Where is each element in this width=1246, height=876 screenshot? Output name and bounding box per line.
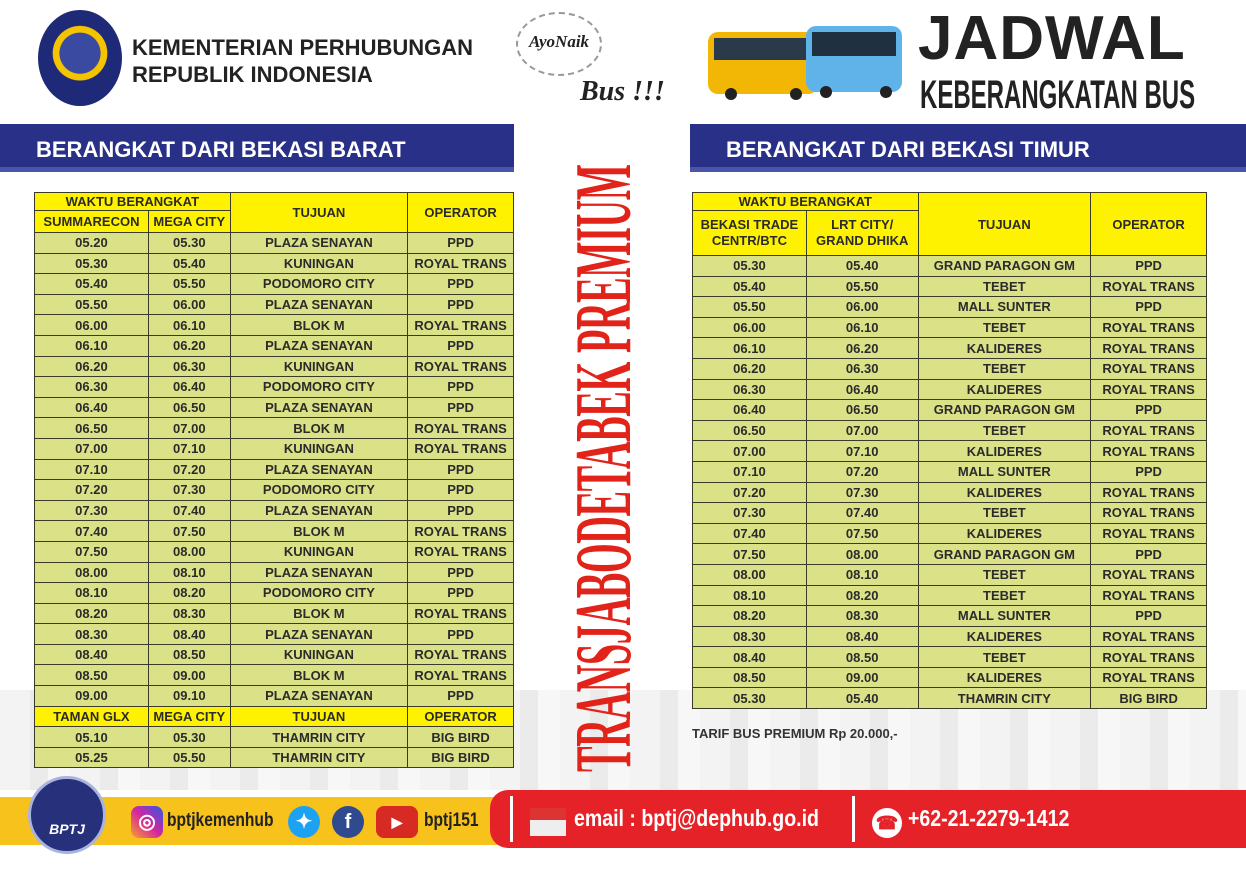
destination: GRAND PARAGON GM [918, 544, 1091, 565]
departure-time-1: 05.30 [693, 688, 807, 709]
destination: PLAZA SENAYAN [230, 459, 407, 480]
operator: PPD [408, 274, 514, 295]
header-summarecon: SUMMARECON [35, 211, 149, 233]
table-row [693, 667, 1207, 688]
destination: MALL SUNTER [918, 297, 1091, 318]
departure-time-1: 07.30 [35, 500, 149, 521]
destination: PLAZA SENAYAN [230, 562, 407, 583]
destination: TEBET [918, 564, 1091, 585]
table-row [693, 626, 1207, 647]
departure-time-1: 08.30 [35, 624, 149, 645]
operator: PPD [1091, 544, 1207, 565]
operator: PPD [408, 624, 514, 645]
destination: THAMRIN CITY [918, 688, 1091, 709]
header-btc: BEKASI TRADE CENTR/BTC [693, 211, 807, 256]
departure-time-2: 08.00 [148, 541, 230, 562]
table-row [693, 276, 1207, 297]
departure-time-1: 08.10 [693, 585, 807, 606]
operator: BIG BIRD [408, 747, 514, 768]
departure-time-1: 09.00 [35, 686, 149, 707]
sub-header-cell: MEGA CITY [148, 706, 230, 727]
header-waktu: WAKTU BERANGKAT [35, 193, 231, 211]
departure-time-2: 06.40 [806, 379, 918, 400]
destination: THAMRIN CITY [230, 747, 407, 768]
destination: THAMRIN CITY [230, 727, 407, 748]
destination: TEBET [918, 647, 1091, 668]
departure-time-1: 06.30 [693, 379, 807, 400]
table-row [693, 297, 1207, 318]
departure-time-1: 07.00 [35, 438, 149, 459]
destination: PLAZA SENAYAN [230, 294, 407, 315]
table-row [35, 603, 514, 624]
operator: PPD [1091, 256, 1207, 277]
header-lrt-city: LRT CITY/ GRAND DHIKA [806, 211, 918, 256]
table-row [35, 644, 514, 665]
operator: ROYAL TRANS [1091, 338, 1207, 359]
table-row [35, 665, 514, 686]
table-row [35, 541, 514, 562]
departure-time-2: 06.00 [148, 294, 230, 315]
operator: PPD [408, 335, 514, 356]
departure-time-1: 06.20 [35, 356, 149, 377]
destination: TEBET [918, 317, 1091, 338]
departure-time-2: 06.50 [806, 400, 918, 421]
ayo-naik-logo: AyoNaik [516, 12, 602, 76]
divider [852, 796, 855, 842]
departure-time-1: 08.30 [693, 626, 807, 647]
table-row [35, 335, 514, 356]
instagram-icon[interactable]: ◎ [131, 806, 163, 838]
table-row [693, 606, 1207, 627]
departure-time-1: 07.10 [693, 461, 807, 482]
destination: TEBET [918, 420, 1091, 441]
table-row [693, 441, 1207, 462]
departure-time-1: 07.20 [35, 480, 149, 501]
email-address[interactable]: email : bptj@dephub.go.id [574, 805, 819, 831]
operator: ROYAL TRANS [1091, 523, 1207, 544]
destination: TEBET [918, 503, 1091, 524]
table-row [35, 294, 514, 315]
ministry-name [132, 34, 473, 88]
operator: ROYAL TRANS [408, 418, 514, 439]
table-row [693, 400, 1207, 421]
header-operator: OPERATOR [1091, 193, 1207, 256]
departure-time-1: 08.40 [693, 647, 807, 668]
departure-time-2: 06.30 [806, 358, 918, 379]
operator: ROYAL TRANS [1091, 317, 1207, 338]
departure-time-2: 05.40 [806, 256, 918, 277]
destination: BLOK M [230, 418, 407, 439]
departure-time-1: 07.00 [693, 441, 807, 462]
departure-time-2: 07.30 [148, 480, 230, 501]
destination: BLOK M [230, 315, 407, 336]
operator: ROYAL TRANS [1091, 276, 1207, 297]
operator: ROYAL TRANS [1091, 482, 1207, 503]
bptj-logo: BPTJ [28, 776, 106, 854]
operator: ROYAL TRANS [1091, 358, 1207, 379]
departure-time-2: 09.10 [148, 686, 230, 707]
departure-time-2: 08.40 [806, 626, 918, 647]
destination: PLAZA SENAYAN [230, 397, 407, 418]
departure-time-1: 08.20 [693, 606, 807, 627]
departure-time-2: 06.10 [148, 315, 230, 336]
sub-header-row [35, 706, 514, 727]
facebook-icon[interactable]: f [332, 806, 364, 838]
departure-time-2: 06.30 [148, 356, 230, 377]
departure-time-2: 06.50 [148, 397, 230, 418]
destination: KALIDERES [918, 379, 1091, 400]
table-row [35, 521, 514, 542]
operator: ROYAL TRANS [408, 253, 514, 274]
operator: ROYAL TRANS [1091, 647, 1207, 668]
destination: PLAZA SENAYAN [230, 233, 407, 254]
operator: PPD [408, 397, 514, 418]
departure-time-2: 07.40 [806, 503, 918, 524]
destination: KALIDERES [918, 667, 1091, 688]
table-row [35, 562, 514, 583]
destination: PODOMORO CITY [230, 377, 407, 398]
operator: PPD [408, 459, 514, 480]
operator: PPD [1091, 461, 1207, 482]
operator: ROYAL TRANS [408, 438, 514, 459]
departure-time-2: 05.50 [148, 747, 230, 768]
destination: KALIDERES [918, 338, 1091, 359]
destination: KUNINGAN [230, 541, 407, 562]
table-row [35, 500, 514, 521]
destination: PLAZA SENAYAN [230, 335, 407, 356]
table-row [693, 503, 1207, 524]
departure-time-1: 08.00 [35, 562, 149, 583]
destination: KUNINGAN [230, 644, 407, 665]
departure-time-2: 07.50 [148, 521, 230, 542]
operator: BIG BIRD [1091, 688, 1207, 709]
sub-header-cell: TAMAN GLX [35, 706, 149, 727]
sub-header-cell: TUJUAN [230, 706, 407, 727]
departure-time-2: 08.20 [806, 585, 918, 606]
table-row [693, 564, 1207, 585]
departure-time-1: 06.50 [35, 418, 149, 439]
youtube-handle[interactable]: bptj151 [424, 810, 479, 831]
departure-time-1: 06.50 [693, 420, 807, 441]
buses-image [706, 22, 906, 100]
operator: ROYAL TRANS [1091, 441, 1207, 462]
departure-time-2: 08.10 [148, 562, 230, 583]
departure-time-1: 08.20 [35, 603, 149, 624]
departure-time-1: 07.50 [693, 544, 807, 565]
west-banner: BERANGKAT DARI BEKASI BARAT [0, 124, 514, 172]
departure-time-1: 05.40 [35, 274, 149, 295]
destination: PODOMORO CITY [230, 583, 407, 604]
destination: TEBET [918, 358, 1091, 379]
west-schedule-table [34, 192, 514, 768]
departure-time-2: 08.40 [148, 624, 230, 645]
table-row [693, 544, 1207, 565]
kemenhub-logo [38, 10, 122, 106]
operator: ROYAL TRANS [408, 356, 514, 377]
departure-time-2: 05.50 [148, 274, 230, 295]
departure-time-2: 08.50 [148, 644, 230, 665]
operator: PPD [1091, 606, 1207, 627]
tarif-note: TARIF BUS PREMIUM Rp 20.000,- [692, 726, 898, 741]
east-schedule-table [692, 192, 1207, 709]
departure-time-2: 07.00 [148, 418, 230, 439]
departure-time-2: 09.00 [148, 665, 230, 686]
table-row [693, 338, 1207, 359]
title-jadwal: JADWAL [918, 4, 1186, 73]
departure-time-2: 05.40 [148, 253, 230, 274]
table-row [693, 688, 1207, 709]
departure-time-2: 09.00 [806, 667, 918, 688]
table-row [35, 727, 514, 748]
table-row [35, 377, 514, 398]
table-row [35, 438, 514, 459]
sub-header-cell: OPERATOR [408, 706, 514, 727]
departure-time-1: 07.40 [35, 521, 149, 542]
vertical-title: TRANSJABODETABEK PREMIUM [560, 164, 648, 772]
operator: PPD [408, 583, 514, 604]
destination: PLAZA SENAYAN [230, 624, 407, 645]
departure-time-2: 06.20 [806, 338, 918, 359]
departure-time-2: 06.00 [806, 297, 918, 318]
operator: PPD [408, 562, 514, 583]
operator: ROYAL TRANS [1091, 564, 1207, 585]
departure-time-2: 07.10 [806, 441, 918, 462]
destination: PLAZA SENAYAN [230, 500, 407, 521]
phone-icon: ☎ [872, 808, 902, 838]
email-icon [530, 808, 566, 836]
departure-time-1: 06.00 [693, 317, 807, 338]
departure-time-1: 06.10 [693, 338, 807, 359]
operator: PPD [408, 294, 514, 315]
destination: MALL SUNTER [918, 461, 1091, 482]
operator: PPD [408, 500, 514, 521]
destination: GRAND PARAGON GM [918, 400, 1091, 421]
departure-time-1: 07.30 [693, 503, 807, 524]
table-row [35, 480, 514, 501]
destination: TEBET [918, 585, 1091, 606]
operator: PPD [408, 686, 514, 707]
table-row [35, 397, 514, 418]
destination: KUNINGAN [230, 253, 407, 274]
destination: PODOMORO CITY [230, 480, 407, 501]
operator: PPD [408, 480, 514, 501]
table-row [693, 461, 1207, 482]
destination: BLOK M [230, 665, 407, 686]
table-row [693, 358, 1207, 379]
operator: PPD [1091, 400, 1207, 421]
table-row [35, 459, 514, 480]
departure-time-1: 08.00 [693, 564, 807, 585]
departure-time-2: 07.40 [148, 500, 230, 521]
ministry-line1: KEMENTERIAN PERHUBUNGAN [132, 35, 474, 60]
destination: BLOK M [230, 603, 407, 624]
departure-time-1: 06.30 [35, 377, 149, 398]
departure-time-1: 07.40 [693, 523, 807, 544]
destination: PODOMORO CITY [230, 274, 407, 295]
departure-time-2: 06.40 [148, 377, 230, 398]
operator: ROYAL TRANS [1091, 585, 1207, 606]
table-row [35, 583, 514, 604]
departure-time-1: 05.10 [35, 727, 149, 748]
phone-number[interactable]: +62-21-2279-1412 [908, 805, 1070, 831]
table-row [35, 253, 514, 274]
departure-time-2: 05.50 [806, 276, 918, 297]
departure-time-1: 07.20 [693, 482, 807, 503]
departure-time-1: 06.20 [693, 358, 807, 379]
destination: KALIDERES [918, 482, 1091, 503]
destination: BLOK M [230, 521, 407, 542]
destination: KUNINGAN [230, 356, 407, 377]
operator: PPD [408, 377, 514, 398]
table-row [35, 624, 514, 645]
departure-time-2: 05.40 [806, 688, 918, 709]
operator: ROYAL TRANS [1091, 379, 1207, 400]
table-row [35, 233, 514, 254]
operator: ROYAL TRANS [408, 315, 514, 336]
departure-time-2: 06.10 [806, 317, 918, 338]
destination: PLAZA SENAYAN [230, 686, 407, 707]
header-tujuan: TUJUAN [918, 193, 1091, 256]
operator: ROYAL TRANS [408, 603, 514, 624]
departure-time-1: 07.10 [35, 459, 149, 480]
departure-time-2: 06.20 [148, 335, 230, 356]
operator: ROYAL TRANS [408, 644, 514, 665]
table-row [693, 317, 1207, 338]
departure-time-1: 08.50 [35, 665, 149, 686]
table-row [35, 686, 514, 707]
departure-time-1: 06.00 [35, 315, 149, 336]
table-row [693, 420, 1207, 441]
departure-time-2: 08.10 [806, 564, 918, 585]
departure-time-1: 05.30 [693, 256, 807, 277]
ministry-line2: REPUBLIK INDONESIA [132, 62, 373, 87]
table-row [693, 482, 1207, 503]
departure-time-1: 08.10 [35, 583, 149, 604]
destination: GRAND PARAGON GM [918, 256, 1091, 277]
divider [510, 796, 513, 842]
departure-time-1: 05.30 [35, 253, 149, 274]
table-row [35, 315, 514, 336]
destination: KALIDERES [918, 441, 1091, 462]
departure-time-1: 05.25 [35, 747, 149, 768]
departure-time-1: 06.40 [35, 397, 149, 418]
east-banner: BERANGKAT DARI BEKASI TIMUR [690, 124, 1246, 172]
header-waktu: WAKTU BERANGKAT [693, 193, 919, 211]
operator: PPD [1091, 297, 1207, 318]
twitter-icon[interactable]: ✦ [288, 806, 320, 838]
operator: PPD [408, 233, 514, 254]
operator: ROYAL TRANS [408, 541, 514, 562]
table-row [693, 379, 1207, 400]
operator: ROYAL TRANS [1091, 420, 1207, 441]
departure-time-2: 08.30 [148, 603, 230, 624]
departure-time-2: 07.20 [806, 461, 918, 482]
departure-time-1: 08.50 [693, 667, 807, 688]
departure-time-1: 06.40 [693, 400, 807, 421]
departure-time-1: 06.10 [35, 335, 149, 356]
header-tujuan: TUJUAN [230, 193, 407, 233]
instagram-handle[interactable]: bptjkemenhub [167, 810, 274, 831]
departure-time-2: 07.10 [148, 438, 230, 459]
departure-time-2: 05.30 [148, 233, 230, 254]
departure-time-1: 05.50 [693, 297, 807, 318]
departure-time-2: 07.20 [148, 459, 230, 480]
operator: ROYAL TRANS [1091, 626, 1207, 647]
table-row [35, 274, 514, 295]
table-row [35, 747, 514, 768]
table-row [693, 523, 1207, 544]
departure-time-2: 08.00 [806, 544, 918, 565]
destination: KALIDERES [918, 523, 1091, 544]
departure-time-2: 08.20 [148, 583, 230, 604]
departure-time-2: 07.50 [806, 523, 918, 544]
table-row [693, 256, 1207, 277]
departure-time-2: 05.30 [148, 727, 230, 748]
departure-time-2: 08.30 [806, 606, 918, 627]
operator: ROYAL TRANS [408, 521, 514, 542]
table-row [35, 418, 514, 439]
table-row [35, 356, 514, 377]
departure-time-1: 05.50 [35, 294, 149, 315]
table-row [693, 647, 1207, 668]
departure-time-1: 07.50 [35, 541, 149, 562]
operator: ROYAL TRANS [1091, 503, 1207, 524]
subtitle: KEBERANGKATAN BUS [920, 73, 1196, 117]
departure-time-1: 05.40 [693, 276, 807, 297]
departure-time-2: 08.50 [806, 647, 918, 668]
operator: BIG BIRD [408, 727, 514, 748]
departure-time-2: 07.00 [806, 420, 918, 441]
header-operator: OPERATOR [408, 193, 514, 233]
operator: ROYAL TRANS [1091, 667, 1207, 688]
youtube-icon[interactable]: ▶ [376, 806, 418, 838]
bus-slogan: Bus !!! [580, 76, 665, 107]
destination: KUNINGAN [230, 438, 407, 459]
departure-time-2: 07.30 [806, 482, 918, 503]
destination: TEBET [918, 276, 1091, 297]
destination: KALIDERES [918, 626, 1091, 647]
header-mega-city: MEGA CITY [148, 211, 230, 233]
destination: MALL SUNTER [918, 606, 1091, 627]
table-row [693, 585, 1207, 606]
operator: ROYAL TRANS [408, 665, 514, 686]
departure-time-1: 08.40 [35, 644, 149, 665]
departure-time-1: 05.20 [35, 233, 149, 254]
